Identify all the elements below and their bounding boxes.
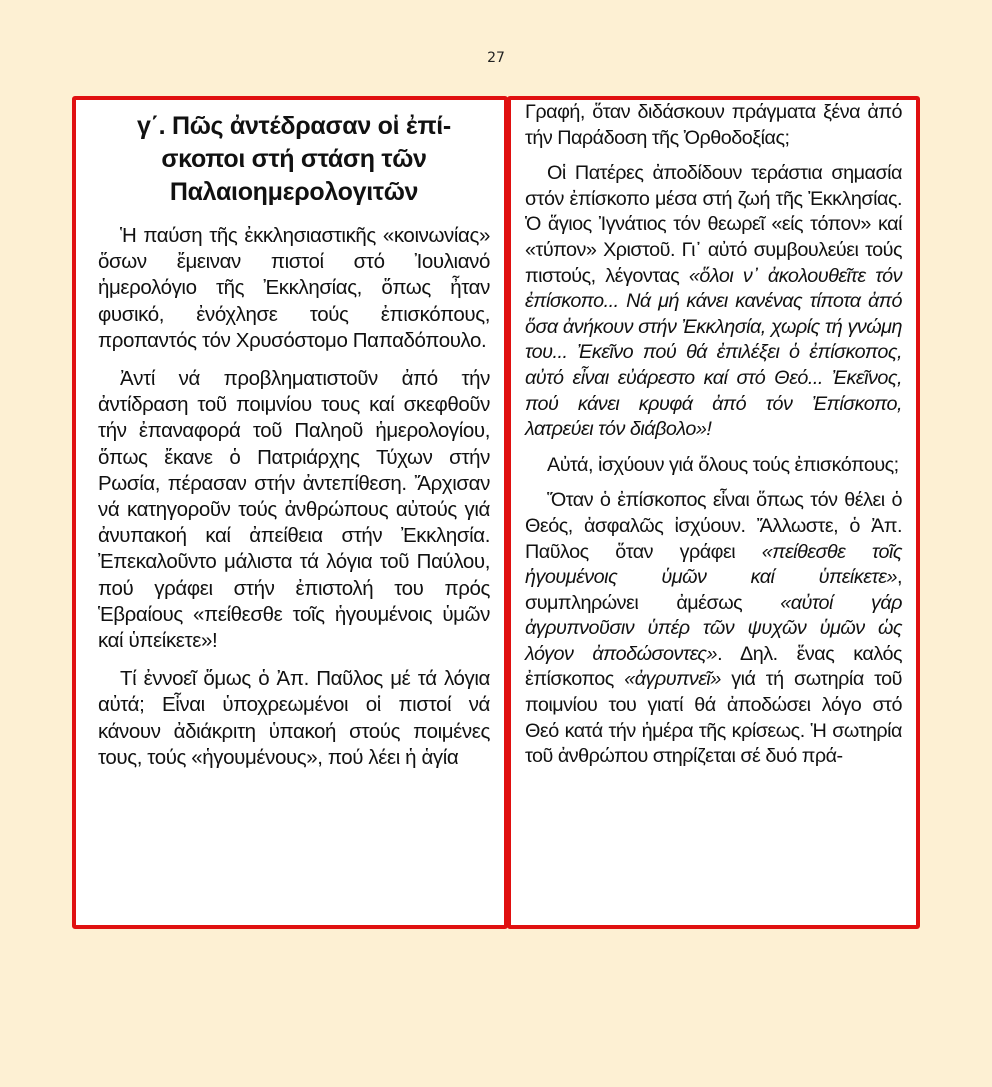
paragraph [525, 488, 902, 770]
continuation-paragraph: Γραφή, ὅταν διδάσκουν πράγματα ξένα ἀπό τήν Παράδοση τῆς Ὀρθοδοξίας; [525, 101, 902, 149]
paragraph: Αὐτά, ἰσχύουν γιά ὅλους τούς ἐπισκόπους; [547, 453, 899, 476]
paragraph: Ἀντί νά προβληματιστοῦν ἀπό τήν ἀντίδραση τοῦ ποιμνίου τους καί σκεφθοῦν τήν ἐπαναφορά τοῦ Παληοῦ ἡμερολογίου, ὅπως ἔκανε ὁ Πατριάρχης Τύχων στήν Ρωσία, πέρασαν στήν ἀντεπίθεση. Ἄρχισαν νά κατηγοροῦν τούς ἀνθρώπους αὐτούς γιά ἀνυπακοή καί ἀπείθεια στήν Ἐκκλησία. Ἐπεκαλοῦντο μάλιστα τά λόγια τοῦ Παύλου, πού γράφει στήν ἐπιστολή του πρός Ἑβραίους «πείθεσθε τοῖς ἡγουμένοις ὑμῶν καί ὑπείκετε»! [98, 367, 490, 653]
paragraph: Τί ἐννοεῖ ὅμως ὁ Ἀπ. Παῦλος μέ τά λόγια αὐτά; Εἶναι ὑποχρεωμένοι οἱ πιστοί νά κάνουν ἀδιάκριτη ὑπακοή στούς ποιμένες τους, τούς «ἡγουμένους», πού λέει ἡ ἁγία [98, 667, 490, 769]
quotation: «ὅλοι ν᾽ ἀκολουθεῖτε τόν ἐπίσκοπο... Νά μή κάνει κανένας τίποτα ἀπό ὅσα ἀνήκουν στήν Ἐκκλησία, χωρίς τή γνώμη του... Ἐκεῖνο πού θά ἐπιλέξει ὁ ἐπίσκοπος, αὐτό εἶναι εὐάρεστο καί στό Θεό... Ἐκεῖνος, πού κάνει κρυφά ἀπό τόν Ἐπίσκοπο, λατρεύει τόν διάβολο»! [525, 264, 902, 441]
paragraph-text: , συμπληρώνει ἀμέσως [525, 566, 902, 614]
right-column-frame [507, 96, 920, 929]
heading-line: γ΄. Πῶς ἀντέδρασαν οἱ ἐπί- [137, 112, 451, 140]
page-number: 27 [487, 50, 505, 66]
paragraph-text: Οἱ Πατέρες ἀποδίδουν τεράστια σημασία στόν ἐπίσκοπο μέσα στή ζωή τῆς Ἐκκλησίας. Ὁ ἅγιος Ἰγνάτιος τόν θεωρεῖ «είς τόπον» καί «τύπον» Χριστοῦ. Γι᾽ αὐτό συμβουλεύει τούς πιστούς, λέγοντας [525, 162, 902, 287]
quotation: «ἀγρυπνεῖ» [624, 668, 721, 691]
paragraph [525, 161, 902, 443]
heading-line: Παλαιοημερολογιτῶν [169, 178, 419, 206]
paragraph: Ἡ παύση τῆς ἐκκλησιαστικῆς «κοινωνίας» ὅσων ἔμειναν πιστοί στό Ἰουλιανό ἡμερολόγιο τῆς Ἐκκλησίας, ὅπως ἦταν φυσικό, ἐνόχλησε τούς ἐπισκόπους, προπαντός τόν Χρυσόστομο Παπαδόπουλο. [98, 224, 490, 352]
paragraph-text: . Δηλ. ἕνας καλός ἐπίσκοπος [525, 642, 902, 691]
heading-line: σκοποι στή στάση τῶν [161, 145, 427, 173]
left-column-frame [72, 96, 508, 929]
quotation: «αὐτοί γάρ ἀγρυπνοῦσιν ὑπέρ τῶν ψυχῶν ὑμῶν ὡς λόγον ἀποδώσοντες» [525, 591, 902, 665]
section-heading [98, 110, 490, 209]
paragraph-text: Ὅταν ὁ ἐπίσκοπος εἶναι ὅπως τόν θέλει ὁ Θεός, ἀσφαλῶς ἰσχύουν. Ἄλλωστε, ὁ Ἀπ. Παῦλος ὅταν γράφει [525, 489, 902, 563]
quotation: «πείθεσθε τοῖς ἡγουμένοις ὑμῶν καί ὑπείκετε» [525, 540, 902, 589]
paragraph-text: γιά τή σωτηρία τοῦ ποιμνίου του γιατί θά ἀποδώσει λόγο στό Θεό κατά τήν ἡμέρα τῆς κρίσεως. Ἡ σωτηρία τοῦ ἀνθρώπου στηρίζεται σέ δυό πρά- [525, 668, 902, 768]
